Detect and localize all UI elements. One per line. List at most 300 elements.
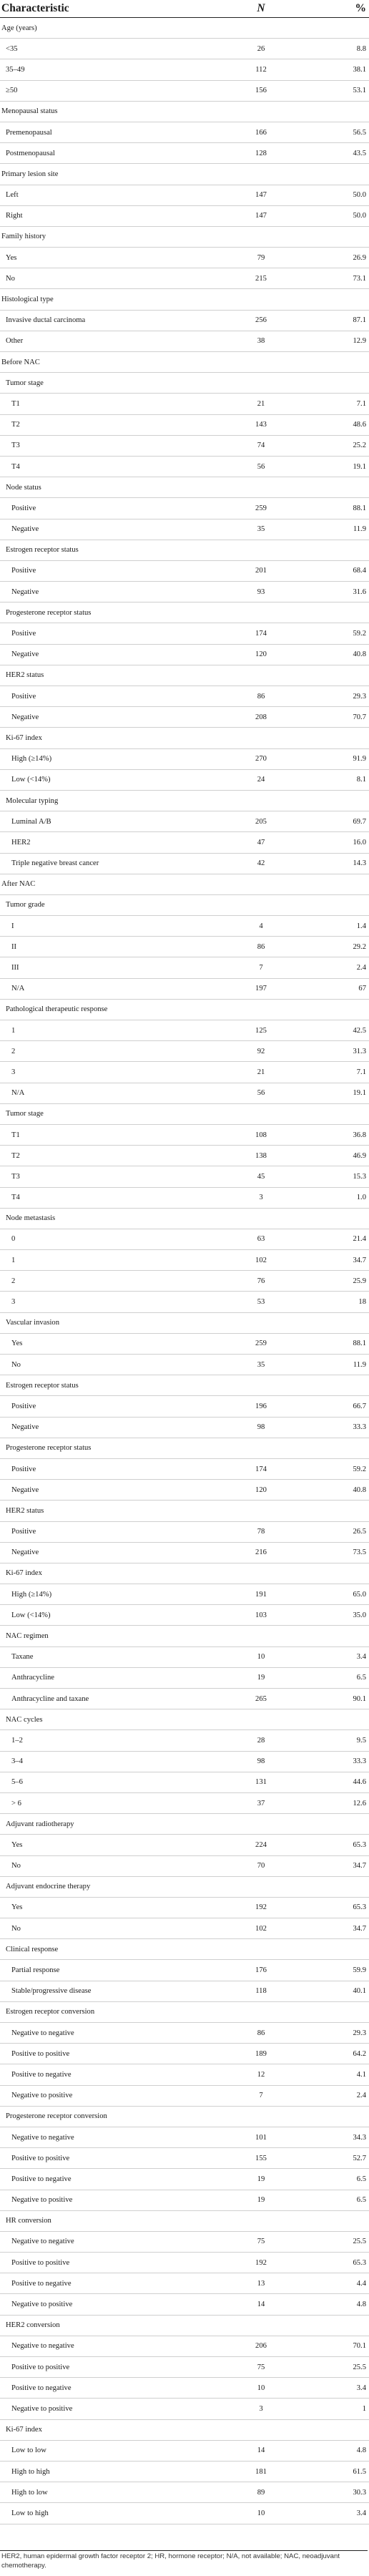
row-n: 108 (255, 1131, 267, 1139)
row-n: 206 (255, 2342, 267, 2351)
row-label: Yes (11, 1840, 23, 1849)
row-label: Anthracycline and taxane (11, 1694, 89, 1703)
row-percent: 11.9 (353, 1360, 366, 1369)
table-row (0, 1480, 369, 1501)
row-n (222, 1501, 300, 1521)
row-n (222, 164, 300, 185)
row-n: 176 (255, 1966, 267, 1975)
row-label: Tumor stage (6, 1110, 44, 1118)
row-percent: 25.9 (353, 1277, 366, 1285)
row-percent: 65.3 (353, 2258, 366, 2267)
row-percent (300, 1103, 369, 1124)
table-row (0, 1020, 369, 1041)
table-row (0, 832, 369, 853)
row-percent: 6.5 (356, 1674, 366, 1682)
row-percent (300, 1375, 369, 1396)
row-label: Partial response (11, 1966, 60, 1975)
table-row (0, 894, 369, 915)
row-percent (300, 352, 369, 373)
table-row (0, 1312, 369, 1333)
table-row (0, 1396, 369, 1417)
table-row (0, 2169, 369, 2190)
table-row (0, 143, 369, 164)
table-row (0, 978, 369, 999)
table-row (0, 477, 369, 498)
row-percent: 34.7 (353, 1256, 366, 1264)
row-percent: 42.5 (353, 1026, 366, 1035)
table-row (0, 1375, 369, 1396)
row-n (222, 1709, 300, 1730)
row-n (222, 373, 300, 394)
row-n: 156 (255, 87, 267, 95)
row-label: N/A (11, 985, 25, 993)
row-percent (300, 894, 369, 915)
row-percent: 26.9 (353, 253, 366, 262)
row-percent: 69.7 (353, 817, 366, 826)
row-percent: 64.2 (353, 2049, 366, 2058)
row-label: Progesterone receptor status (6, 608, 92, 617)
row-n: 166 (255, 128, 267, 137)
row-n: 86 (257, 2029, 265, 2037)
row-label: NAC regimen (6, 1632, 49, 1641)
row-label: Negative to negative (11, 2133, 74, 2142)
table-row (0, 1751, 369, 1772)
row-n (222, 1103, 300, 1124)
table-row (0, 874, 369, 894)
row-label: HER2 (11, 838, 31, 847)
row-n (222, 1208, 300, 1229)
row-label: No (11, 1360, 21, 1369)
row-label: No (6, 274, 15, 283)
row-label: Primary lesion site (1, 170, 59, 178)
row-n: 112 (255, 65, 267, 74)
row-label: Negative (11, 1485, 39, 1494)
row-percent: 18 (358, 1298, 366, 1307)
row-label: Yes (11, 1903, 23, 1912)
row-n: 174 (255, 630, 267, 638)
table-row (0, 2336, 369, 2356)
table-row (0, 1772, 369, 1792)
row-n: 224 (255, 1840, 267, 1849)
row-n: 208 (255, 713, 267, 721)
row-label: Menopausal status (1, 107, 58, 116)
table-row (0, 1563, 369, 1584)
row-percent (300, 2001, 369, 2022)
row-n: 3 (259, 1194, 263, 1202)
table-row (0, 268, 369, 289)
table-row (0, 2461, 369, 2482)
row-n: 216 (255, 1548, 267, 1557)
row-n: 47 (257, 838, 265, 847)
row-n: 26 (257, 44, 265, 53)
row-label: Family history (1, 233, 46, 241)
row-label: Negative to positive (11, 2196, 73, 2205)
table-row (0, 1626, 369, 1646)
row-n (222, 18, 300, 39)
row-percent (300, 728, 369, 748)
row-percent (300, 1814, 369, 1835)
row-label: 1–2 (11, 1736, 23, 1745)
table-row (0, 1835, 369, 1855)
row-n: 125 (255, 1026, 267, 1035)
table-row (0, 248, 369, 268)
table-row (0, 686, 369, 707)
row-n: 192 (255, 1903, 267, 1912)
row-label: N/A (11, 1089, 25, 1098)
row-label: Ki-67 index (6, 2426, 42, 2434)
table-row (0, 2503, 369, 2524)
row-label: Ki-67 index (6, 1569, 42, 1578)
row-label: Low to high (11, 2509, 49, 2517)
row-percent (300, 1939, 369, 1960)
row-n: 259 (255, 1340, 267, 1348)
row-label: High (≥14%) (11, 755, 52, 763)
row-label: T2 (11, 421, 20, 429)
row-n: 12 (257, 2070, 265, 2079)
row-label: Invasive ductal carcinoma (6, 316, 86, 325)
table-row (0, 226, 369, 247)
table-row (0, 352, 369, 373)
table-row (0, 414, 369, 435)
table-row (0, 1605, 369, 1626)
row-percent: 16.0 (353, 838, 366, 847)
row-n: 120 (255, 1485, 267, 1494)
row-label: Positive to negative (11, 2384, 72, 2392)
table-row (0, 1646, 369, 1667)
row-label: T1 (11, 1131, 20, 1139)
row-label: Positive to negative (11, 2175, 72, 2183)
row-label: Low (<14%) (11, 776, 51, 784)
row-percent: 46.9 (353, 1151, 366, 1160)
row-label: Positive (11, 1402, 36, 1410)
row-percent: 56.5 (353, 128, 366, 137)
row-percent (300, 1626, 369, 1646)
row-n: 92 (257, 1047, 265, 1055)
row-label: HER2 conversion (6, 2321, 60, 2330)
row-label: Yes (6, 253, 17, 262)
row-percent (300, 999, 369, 1020)
row-n: 24 (257, 776, 265, 784)
table-row (0, 205, 369, 226)
row-percent (300, 540, 369, 560)
row-n: 98 (257, 1757, 265, 1766)
table-row (0, 1250, 369, 1271)
row-label: Negative (11, 525, 39, 534)
row-n (222, 2315, 300, 2336)
row-n: 42 (257, 859, 265, 868)
row-n: 103 (255, 1611, 267, 1619)
table-row (0, 435, 369, 456)
row-percent: 6.5 (356, 2175, 366, 2183)
row-percent: 53.1 (353, 87, 366, 95)
row-percent: 3.4 (356, 2509, 366, 2517)
row-n: 147 (255, 212, 267, 220)
row-label: 2 (11, 1047, 16, 1055)
row-label: Negative (11, 713, 39, 721)
table-row (0, 2044, 369, 2064)
row-percent: 29.3 (353, 692, 366, 701)
row-n: 74 (257, 441, 265, 450)
row-n: 191 (255, 1590, 267, 1599)
table-row (0, 1355, 369, 1375)
row-percent: 87.1 (353, 316, 366, 325)
table-row (0, 853, 369, 874)
table-row (0, 1584, 369, 1605)
table-row (0, 1792, 369, 1813)
row-percent (300, 289, 369, 310)
row-label: Pathological therapeutic response (6, 1005, 108, 1014)
row-label: Positive to positive (11, 2154, 70, 2162)
table-row (0, 1939, 369, 1960)
row-label: Negative to positive (11, 2404, 73, 2413)
row-percent (300, 477, 369, 498)
row-percent: 25.5 (353, 2238, 366, 2246)
row-percent: 7.1 (356, 399, 366, 408)
row-percent: 9.5 (356, 1736, 366, 1745)
row-n: 215 (255, 274, 267, 283)
row-percent: 52.7 (353, 2154, 366, 2162)
table-row (0, 331, 369, 351)
table-row (0, 769, 369, 790)
table-row (0, 2231, 369, 2252)
row-n (222, 1626, 300, 1646)
table-row (0, 1814, 369, 1835)
row-label: Negative to negative (11, 2342, 74, 2351)
row-label: Negative to positive (11, 2301, 73, 2309)
row-n (222, 2106, 300, 2127)
row-label: Positive to positive (11, 2258, 70, 2267)
row-n (222, 1814, 300, 1835)
row-percent: 29.3 (353, 2029, 366, 2037)
row-label: III (11, 964, 19, 972)
row-label: Negative (11, 587, 39, 596)
table-row (0, 728, 369, 748)
table-row (0, 937, 369, 957)
row-n: 102 (255, 1256, 267, 1264)
row-percent: 8.1 (356, 776, 366, 784)
row-label: Adjuvant endocrine therapy (6, 1883, 91, 1891)
table-row (0, 1062, 369, 1083)
row-percent: 31.6 (353, 587, 366, 596)
table-row (0, 644, 369, 665)
row-n: 75 (257, 2238, 265, 2246)
table-row (0, 1667, 369, 1688)
table-row (0, 1271, 369, 1292)
table-row (0, 1855, 369, 1876)
row-percent: 88.1 (353, 1340, 366, 1348)
table-row (0, 582, 369, 602)
row-label: 35–49 (6, 65, 25, 74)
table-row (0, 2148, 369, 2169)
row-percent (300, 665, 369, 686)
row-n: 53 (257, 1298, 265, 1307)
row-label: 3 (11, 1298, 16, 1307)
table-row (0, 289, 369, 310)
table-row (0, 2357, 369, 2378)
row-label: Progesterone receptor status (6, 1444, 92, 1453)
row-n: 143 (255, 421, 267, 429)
row-percent (300, 1876, 369, 1897)
row-n: 3 (259, 2404, 263, 2413)
row-n: 79 (257, 253, 265, 262)
row-percent (300, 18, 369, 39)
row-n: 78 (257, 1528, 265, 1536)
row-percent: 68.4 (353, 567, 366, 575)
table-row (0, 2399, 369, 2419)
header-n: N (222, 0, 300, 18)
row-label: 2 (11, 1277, 16, 1285)
row-n (222, 894, 300, 915)
row-n: 7 (259, 964, 263, 972)
table-row (0, 2106, 369, 2127)
row-label: T3 (11, 1172, 20, 1181)
table-row (0, 2419, 369, 2440)
row-n: 35 (257, 525, 265, 534)
row-n: 174 (255, 1465, 267, 1473)
row-label: Positive to positive (11, 2363, 70, 2371)
row-percent: 59.2 (353, 1465, 366, 1473)
row-percent: 2.4 (356, 2092, 366, 2100)
row-percent: 90.1 (353, 1694, 366, 1703)
table-row (0, 1709, 369, 1730)
row-label: Negative (11, 1423, 39, 1432)
row-label: Node status (6, 483, 41, 492)
row-label: Histological type (1, 296, 54, 304)
table-row (0, 1083, 369, 1103)
row-n (222, 1438, 300, 1458)
table-row (0, 1876, 369, 1897)
row-label: Taxane (11, 1653, 34, 1662)
row-label: Tumor grade (6, 901, 45, 909)
row-percent: 12.6 (353, 1799, 366, 1807)
row-label: Triple negative breast cancer (11, 859, 99, 868)
table-row (0, 1438, 369, 1458)
row-label: Anthracycline (11, 1674, 55, 1682)
row-label: I (11, 922, 14, 930)
row-label: 0 (11, 1235, 16, 1244)
row-n (222, 1312, 300, 1333)
row-n: 38 (257, 337, 265, 346)
row-percent: 33.3 (353, 1423, 366, 1432)
row-percent (300, 790, 369, 811)
row-label: T3 (11, 441, 20, 450)
header-characteristic: Characteristic (0, 0, 222, 18)
row-n: 270 (255, 755, 267, 763)
table-row (0, 80, 369, 101)
row-label: Negative to positive (11, 2092, 73, 2100)
row-n: 102 (255, 1924, 267, 1933)
row-n: 128 (255, 149, 267, 157)
row-label: Positive (11, 567, 36, 575)
row-n: 196 (255, 1402, 267, 1410)
table-row (0, 39, 369, 59)
row-percent: 7.1 (356, 1068, 366, 1076)
table-row (0, 1458, 369, 1479)
row-n: 14 (257, 2446, 265, 2455)
table-row (0, 1187, 369, 1208)
row-percent: 38.1 (353, 65, 366, 74)
row-n: 56 (257, 462, 265, 471)
row-percent (300, 1438, 369, 1458)
row-label: Estrogen receptor status (6, 1381, 79, 1390)
row-label: After NAC (1, 880, 36, 889)
row-percent: 15.3 (353, 1172, 366, 1181)
row-percent (300, 164, 369, 185)
table-row (0, 310, 369, 331)
row-percent (300, 1709, 369, 1730)
row-n: 21 (257, 399, 265, 408)
table-row (0, 2273, 369, 2294)
row-label: T2 (11, 1151, 20, 1160)
row-n: 76 (257, 1277, 265, 1285)
row-n: 63 (257, 1235, 265, 1244)
table-row (0, 2085, 369, 2106)
table-row (0, 394, 369, 414)
row-percent: 44.6 (353, 1778, 366, 1787)
row-percent: 34.3 (353, 2133, 366, 2142)
row-percent (300, 1501, 369, 1521)
row-label: Premenopausal (6, 128, 52, 137)
row-n: 4 (259, 922, 263, 930)
row-n (222, 1563, 300, 1584)
row-percent: 35.0 (353, 1611, 366, 1619)
row-n: 118 (255, 1987, 267, 1996)
row-percent: 1.0 (356, 1194, 366, 1202)
row-n (222, 1375, 300, 1396)
row-percent (300, 602, 369, 623)
row-percent (300, 2210, 369, 2231)
table-row (0, 2210, 369, 2231)
row-percent: 50.0 (353, 212, 366, 220)
table-row (0, 540, 369, 560)
row-n: 19 (257, 2175, 265, 2183)
row-n: 147 (255, 191, 267, 200)
row-label: HER2 status (6, 671, 44, 680)
row-label: Node metastasis (6, 1214, 56, 1223)
row-label: Stable/progressive disease (11, 1987, 92, 1996)
row-label: 3 (11, 1068, 16, 1076)
table-header (0, 0, 369, 18)
row-n: 28 (257, 1736, 265, 1745)
table-row (0, 519, 369, 540)
row-n: 19 (257, 1674, 265, 1682)
table-row (0, 1689, 369, 1709)
row-n: 56 (257, 1089, 265, 1098)
table-row (0, 2315, 369, 2336)
row-label: II (11, 942, 17, 951)
row-n: 10 (257, 2509, 265, 2517)
table-row (0, 2190, 369, 2210)
row-n (222, 2210, 300, 2231)
row-label: T4 (11, 462, 20, 471)
table-row (0, 957, 369, 978)
row-label: High to high (11, 2467, 50, 2476)
row-percent: 1 (362, 2404, 366, 2413)
row-percent: 4.1 (356, 2070, 366, 2079)
table-row (0, 122, 369, 142)
row-label: Positive (11, 630, 36, 638)
row-percent: 50.0 (353, 191, 366, 200)
row-percent: 40.1 (353, 1987, 366, 1996)
row-label: Positive to negative (11, 2279, 72, 2288)
table-row (0, 1041, 369, 1062)
row-label: > 6 (11, 1799, 21, 1807)
row-percent (300, 2419, 369, 2440)
row-percent: 2.4 (356, 964, 366, 972)
row-label: Before NAC (1, 358, 40, 366)
table-row (0, 707, 369, 728)
table-row (0, 623, 369, 644)
